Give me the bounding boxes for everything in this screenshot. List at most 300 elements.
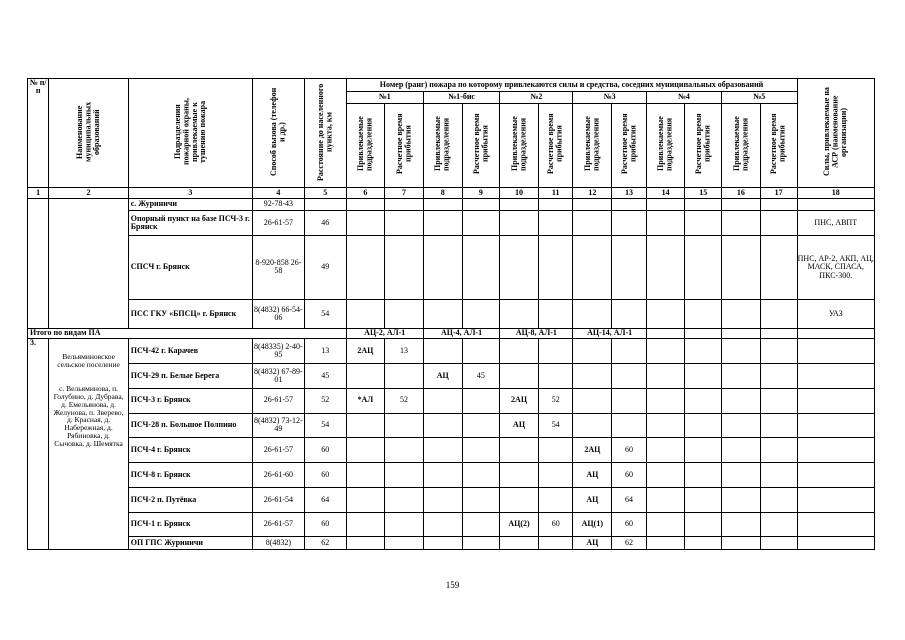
header-contact-label: Способ вызова (телефон и др.) xyxy=(268,87,287,177)
cell-empty xyxy=(646,198,685,210)
row-number: 3. xyxy=(28,339,49,550)
distance-cell: 49 xyxy=(304,235,346,299)
rank-5 xyxy=(722,92,797,103)
cell-empty xyxy=(722,537,761,550)
unit-cell: ПСЧ-1 г. Брянск xyxy=(128,512,252,537)
cell-empty xyxy=(685,463,722,488)
table-row xyxy=(28,487,875,512)
cell-empty xyxy=(797,364,874,389)
sub-time-label: Расчетное время прибытия xyxy=(471,114,489,175)
rank-cell xyxy=(346,537,385,550)
cell-empty xyxy=(797,198,874,210)
cell-empty xyxy=(646,438,685,463)
sub-units-3 xyxy=(573,103,612,188)
rank-cell xyxy=(346,487,385,512)
time-cell: 52 xyxy=(385,388,424,413)
cell-empty xyxy=(760,388,797,413)
cell-empty xyxy=(722,487,761,512)
time-cell xyxy=(385,463,424,488)
cell-empty xyxy=(760,438,797,463)
rank-3-label: №3 xyxy=(603,92,616,102)
time-cell xyxy=(462,388,500,413)
rank-cell xyxy=(500,463,539,488)
cell-empty xyxy=(797,537,874,550)
rank-4 xyxy=(646,92,721,103)
phone-cell: 8(4832) xyxy=(252,537,304,550)
cell-empty xyxy=(500,235,539,299)
time-cell xyxy=(462,537,500,550)
time-cell xyxy=(385,487,424,512)
col-number: 12 xyxy=(573,188,612,198)
header-forces xyxy=(797,79,874,188)
cell-empty xyxy=(685,487,722,512)
rank-cell xyxy=(346,413,385,438)
table-row xyxy=(28,438,875,463)
cell-empty xyxy=(722,300,761,329)
unit-cell: ПСС ГКУ «БПСЦ» г. Брянск xyxy=(128,300,252,329)
cell-empty xyxy=(646,300,685,329)
cell-empty xyxy=(722,364,761,389)
time-cell xyxy=(462,463,500,488)
cell-empty xyxy=(685,300,722,329)
unit-cell: ПСЧ-28 п. Большое Полпино xyxy=(128,413,252,438)
cell-empty xyxy=(646,537,685,550)
phone-cell: 26-61-57 xyxy=(252,211,304,236)
cell-empty xyxy=(760,339,797,364)
unit-cell: ПСЧ-2 п. Путёвка xyxy=(128,487,252,512)
cell-empty xyxy=(423,235,462,299)
cell-empty xyxy=(646,235,685,299)
rank-cell xyxy=(423,463,462,488)
phone-cell: 8(4832) 67-89-01 xyxy=(252,364,304,389)
cell-empty xyxy=(760,364,797,389)
time-cell xyxy=(538,438,573,463)
table-row xyxy=(28,388,875,413)
rank-cell: АЦ(2) xyxy=(500,512,539,537)
header-num xyxy=(28,79,49,188)
cell-empty xyxy=(797,438,874,463)
cell-empty xyxy=(385,235,424,299)
cell-empty xyxy=(612,300,647,329)
totals-rank-3: АЦ-14, АЛ-1 xyxy=(573,328,646,338)
rank-cell: АЦ xyxy=(500,413,539,438)
distance-cell: 60 xyxy=(304,463,346,488)
distance-cell: 13 xyxy=(304,339,346,364)
sub-time-label: Расчетное время прибытия xyxy=(394,114,413,175)
cell-empty xyxy=(722,413,761,438)
rank-1bis-label: №1-бис xyxy=(448,92,475,102)
header-forces-label: Силы, привлекаемые на АСР (наименование организации) xyxy=(822,87,848,177)
cell-empty xyxy=(573,198,612,210)
cell-empty xyxy=(722,235,761,299)
cell-empty xyxy=(722,198,761,210)
cell-empty xyxy=(685,512,722,537)
cell-empty xyxy=(538,235,573,299)
cell-empty xyxy=(573,235,612,299)
time-cell xyxy=(612,364,647,389)
cell-empty xyxy=(797,463,874,488)
rank-cell xyxy=(500,339,539,364)
col-number: 9 xyxy=(462,188,500,198)
cell-empty xyxy=(685,537,722,550)
time-cell xyxy=(462,487,500,512)
col-number: 14 xyxy=(646,188,685,198)
time-cell xyxy=(538,339,573,364)
distance-cell: 60 xyxy=(304,512,346,537)
header-municipal xyxy=(49,79,128,188)
rank-cell xyxy=(500,487,539,512)
cell-empty xyxy=(612,235,647,299)
cell-empty xyxy=(797,487,874,512)
cell-empty xyxy=(685,388,722,413)
phone-cell: 26-61-57 xyxy=(252,388,304,413)
rank-cell xyxy=(423,339,462,364)
rank-2 xyxy=(500,92,573,103)
cell-empty xyxy=(722,339,761,364)
sub-time-4 xyxy=(685,103,722,188)
phone-cell: 26-61-54 xyxy=(252,487,304,512)
cell-empty xyxy=(760,463,797,488)
header-units xyxy=(128,79,252,188)
time-cell xyxy=(385,413,424,438)
rank-1-label: №1 xyxy=(378,92,391,102)
rank-cell xyxy=(423,512,462,537)
cell-empty xyxy=(685,364,722,389)
cell-empty xyxy=(646,512,685,537)
cell-empty xyxy=(760,235,797,299)
sub-units-label: Привлекаемые подразделения xyxy=(509,117,528,172)
cell-empty xyxy=(49,198,128,328)
time-cell: 60 xyxy=(612,463,647,488)
sub-units-label: Привлекаемые подразделения xyxy=(731,117,749,172)
header-distance xyxy=(304,79,346,188)
header-municipal-label: Наименование муниципальных образований xyxy=(74,101,101,163)
col-number: 16 xyxy=(722,188,761,198)
cell-empty xyxy=(760,211,797,236)
table-row xyxy=(28,413,875,438)
cell-empty xyxy=(346,198,385,210)
cell-empty xyxy=(685,198,722,210)
col-number: 6 xyxy=(346,188,385,198)
cell-empty xyxy=(722,463,761,488)
sub-time-label: Расчетное время прибытия xyxy=(693,114,712,175)
header-rank-label: Номер (ранг) пожара по которому привлекаются силы и средства, соседних муниципальных образований xyxy=(379,80,764,90)
sub-units-label: Привлекаемые подразделения xyxy=(433,117,451,172)
sub-units-2 xyxy=(500,103,539,188)
cell-empty xyxy=(462,211,500,236)
rank-cell xyxy=(346,438,385,463)
cell-empty xyxy=(462,235,500,299)
sub-time-3 xyxy=(612,103,647,188)
villages-list: с. Вельяминова, п. Голубино, д. Дубрава, д. Емельянова, д. Желунова, п. Зверево, д. Красная, д. Набережная, д. Рябиновка, д. Сычовка, д. Шемятка xyxy=(53,383,124,449)
sub-time-label: Расчетное время прибытия xyxy=(546,114,564,175)
time-cell: 45 xyxy=(462,364,500,389)
totals-rank-2: АЦ-8, АЛ-1 xyxy=(500,328,573,338)
time-cell xyxy=(462,339,500,364)
cell-empty xyxy=(462,300,500,329)
col-number: 8 xyxy=(423,188,462,198)
table-row xyxy=(28,300,875,329)
cell-empty xyxy=(760,198,797,210)
time-cell xyxy=(462,512,500,537)
time-cell: 60 xyxy=(612,512,647,537)
rank-cell: АЦ xyxy=(423,364,462,389)
phone-cell: 8(48335) 2-40-95 xyxy=(252,339,304,364)
cell-empty xyxy=(346,211,385,236)
rank-1 xyxy=(346,92,423,103)
cell-empty xyxy=(385,198,424,210)
rank-cell xyxy=(573,364,612,389)
table-row xyxy=(28,211,875,236)
phone-cell: 92-78-43 xyxy=(252,198,304,210)
cell-empty xyxy=(685,438,722,463)
phone-cell: 26-61-57 xyxy=(252,512,304,537)
cell-empty xyxy=(423,300,462,329)
totals-row xyxy=(28,328,875,338)
cell-empty xyxy=(797,512,874,537)
rank-5-label: №5 xyxy=(753,92,766,102)
forces-cell: ПНС, АВПТ xyxy=(797,211,874,236)
time-cell xyxy=(538,364,573,389)
cell-empty xyxy=(797,328,874,338)
rank-cell: АЦ xyxy=(573,537,612,550)
totals-label: Итого по видам ПА xyxy=(28,328,347,338)
time-cell: 62 xyxy=(612,537,647,550)
sub-time-1 xyxy=(385,103,424,188)
rank-cell xyxy=(346,463,385,488)
rank-cell xyxy=(500,438,539,463)
unit-cell: ПСЧ-3 г. Брянск xyxy=(128,388,252,413)
cell-empty xyxy=(423,211,462,236)
cell-empty xyxy=(646,463,685,488)
sub-time-2 xyxy=(538,103,573,188)
cell-empty xyxy=(685,328,722,338)
sub-time-5 xyxy=(760,103,797,188)
time-cell xyxy=(385,364,424,389)
distance-cell: 45 xyxy=(304,364,346,389)
time-cell xyxy=(385,512,424,537)
rank-cell xyxy=(346,364,385,389)
rank-cell: АЦ xyxy=(573,487,612,512)
cell-empty xyxy=(760,413,797,438)
table-row xyxy=(28,198,875,210)
page-number: 159 xyxy=(445,580,460,590)
unit-cell: СПСЧ г. Брянск xyxy=(128,235,252,299)
cell-empty xyxy=(646,364,685,389)
table-row xyxy=(28,235,875,299)
time-cell: 13 xyxy=(385,339,424,364)
sub-units-label: Привлекаемые подразделения xyxy=(355,117,374,172)
sub-units-label: Привлекаемые подразделения xyxy=(656,117,674,172)
sub-units-1 xyxy=(346,103,385,188)
phone-cell: 8(4832) 73-12-49 xyxy=(252,413,304,438)
phone-cell: 26-61-57 xyxy=(252,438,304,463)
cell-empty xyxy=(538,198,573,210)
cell-empty xyxy=(646,339,685,364)
cell-empty xyxy=(423,198,462,210)
cell-empty xyxy=(646,487,685,512)
rank-cell: 2АЦ xyxy=(573,438,612,463)
col-number: 7 xyxy=(385,188,424,198)
unit-cell: ПСЧ-42 г. Карачев xyxy=(128,339,252,364)
col-number: 15 xyxy=(685,188,722,198)
rank-cell: *АЛ xyxy=(346,388,385,413)
rank-cell xyxy=(423,487,462,512)
cell-empty xyxy=(612,198,647,210)
cell-empty xyxy=(385,300,424,329)
totals-rank-1bis: АЦ-4, АЛ-1 xyxy=(423,328,499,338)
sub-time-1bis xyxy=(462,103,500,188)
rank-cell: 2АЦ xyxy=(500,388,539,413)
time-cell xyxy=(385,438,424,463)
sub-units-4 xyxy=(646,103,685,188)
header-num-label: № п/п xyxy=(29,78,47,96)
cell-empty xyxy=(722,211,761,236)
cell-empty xyxy=(646,211,685,236)
time-cell: 64 xyxy=(612,487,647,512)
time-cell xyxy=(385,537,424,550)
col-number: 18 xyxy=(797,188,874,198)
cell-empty xyxy=(722,328,761,338)
cell-empty xyxy=(500,211,539,236)
cell-empty xyxy=(538,211,573,236)
table-row xyxy=(28,364,875,389)
cell-empty xyxy=(797,339,874,364)
cell-empty xyxy=(760,512,797,537)
distance-cell: 64 xyxy=(304,487,346,512)
unit-cell: Опорный пункт на базе ПСЧ-3 г. Брянск xyxy=(128,211,252,236)
unit-cell: ПСЧ-29 п. Белые Берега xyxy=(128,364,252,389)
col-number: 11 xyxy=(538,188,573,198)
cell-empty xyxy=(760,300,797,329)
distance-cell: 52 xyxy=(304,388,346,413)
table-row xyxy=(28,463,875,488)
time-cell xyxy=(462,438,500,463)
time-cell xyxy=(612,339,647,364)
time-cell xyxy=(462,413,500,438)
sub-time-label: Расчетное время прибытия xyxy=(619,114,637,175)
rank-cell: 2АЦ xyxy=(346,339,385,364)
time-cell xyxy=(612,413,647,438)
col-number: 17 xyxy=(760,188,797,198)
rank-3 xyxy=(573,92,646,103)
cell-empty xyxy=(28,198,49,328)
cell-empty xyxy=(722,438,761,463)
sub-time-label: Расчетное время прибытия xyxy=(769,114,787,175)
cell-empty xyxy=(685,235,722,299)
time-cell xyxy=(612,388,647,413)
distance-cell: 54 xyxy=(304,413,346,438)
cell-empty xyxy=(760,328,797,338)
cell-empty xyxy=(685,339,722,364)
rank-cell: АЦ xyxy=(573,463,612,488)
cell-empty xyxy=(646,413,685,438)
distance-cell: 46 xyxy=(304,211,346,236)
sub-units-1bis xyxy=(423,103,462,188)
time-cell xyxy=(538,537,573,550)
municipality-name: Вельяминовское сельское поселение xyxy=(57,352,120,370)
unit-cell: ОП ГПС Журиничи xyxy=(128,537,252,550)
fire-response-table xyxy=(27,78,875,550)
table-row xyxy=(28,339,875,364)
rank-cell xyxy=(500,537,539,550)
rank-cell xyxy=(423,413,462,438)
phone-cell: 8(4832) 66-54-06 xyxy=(252,300,304,329)
cell-empty xyxy=(760,537,797,550)
cell-empty xyxy=(385,211,424,236)
rank-cell xyxy=(423,537,462,550)
time-cell xyxy=(538,463,573,488)
table-row xyxy=(28,512,875,537)
col-number: 4 xyxy=(252,188,304,198)
cell-empty xyxy=(646,388,685,413)
unit-cell: ПСЧ-4 г. Брянск xyxy=(128,438,252,463)
table-row xyxy=(28,537,875,550)
col-number: 10 xyxy=(500,188,539,198)
rank-cell xyxy=(346,512,385,537)
distance-cell: 54 xyxy=(304,300,346,329)
col-number: 1 xyxy=(28,188,49,198)
column-number-row xyxy=(28,188,875,198)
rank-2-label: №2 xyxy=(530,92,543,102)
cell-empty xyxy=(346,235,385,299)
cell-empty xyxy=(500,198,539,210)
rank-1bis xyxy=(423,92,499,103)
col-number: 3 xyxy=(128,188,252,198)
cell-empty xyxy=(797,413,874,438)
cell-empty xyxy=(304,198,346,210)
phone-cell: 26-61-60 xyxy=(252,463,304,488)
header-rank xyxy=(346,79,797,92)
cell-empty xyxy=(685,211,722,236)
sub-units-label: Привлекаемые подразделения xyxy=(582,117,601,172)
cell-empty xyxy=(612,211,647,236)
rank-cell xyxy=(573,388,612,413)
cell-empty xyxy=(462,198,500,210)
distance-cell: 60 xyxy=(304,438,346,463)
distance-cell: 62 xyxy=(304,537,346,550)
municipality-cell xyxy=(49,339,128,550)
time-cell: 54 xyxy=(538,413,573,438)
time-cell xyxy=(538,487,573,512)
unit-cell: ПСЧ-8 г. Брянск xyxy=(128,463,252,488)
forces-cell: ПНС, АР-2, АКП, АЦ, МАСК, СПАСА, ПКС-300. xyxy=(797,235,874,299)
rank-4-label: №4 xyxy=(677,92,690,102)
cell-empty xyxy=(538,300,573,329)
col-number: 5 xyxy=(304,188,346,198)
rank-cell xyxy=(423,388,462,413)
cell-empty xyxy=(346,300,385,329)
cell-empty xyxy=(685,413,722,438)
cell-empty xyxy=(722,388,761,413)
header-distance-label: Расстояние до населенного пункта, км xyxy=(315,83,334,181)
phone-cell: 8-920-858 26-58 xyxy=(252,235,304,299)
rank-cell xyxy=(573,413,612,438)
cell-empty xyxy=(573,211,612,236)
cell-empty xyxy=(760,487,797,512)
unit-cell: с. Журиничи xyxy=(128,198,252,210)
totals-rank-1: АЦ-2, АЛ-1 xyxy=(346,328,423,338)
time-cell: 52 xyxy=(538,388,573,413)
forces-cell: УАЗ xyxy=(797,300,874,329)
cell-empty xyxy=(646,328,685,338)
rank-cell xyxy=(500,364,539,389)
sub-units-5 xyxy=(722,103,761,188)
cell-empty xyxy=(797,388,874,413)
col-number: 2 xyxy=(49,188,128,198)
cell-empty xyxy=(722,512,761,537)
rank-cell xyxy=(573,339,612,364)
